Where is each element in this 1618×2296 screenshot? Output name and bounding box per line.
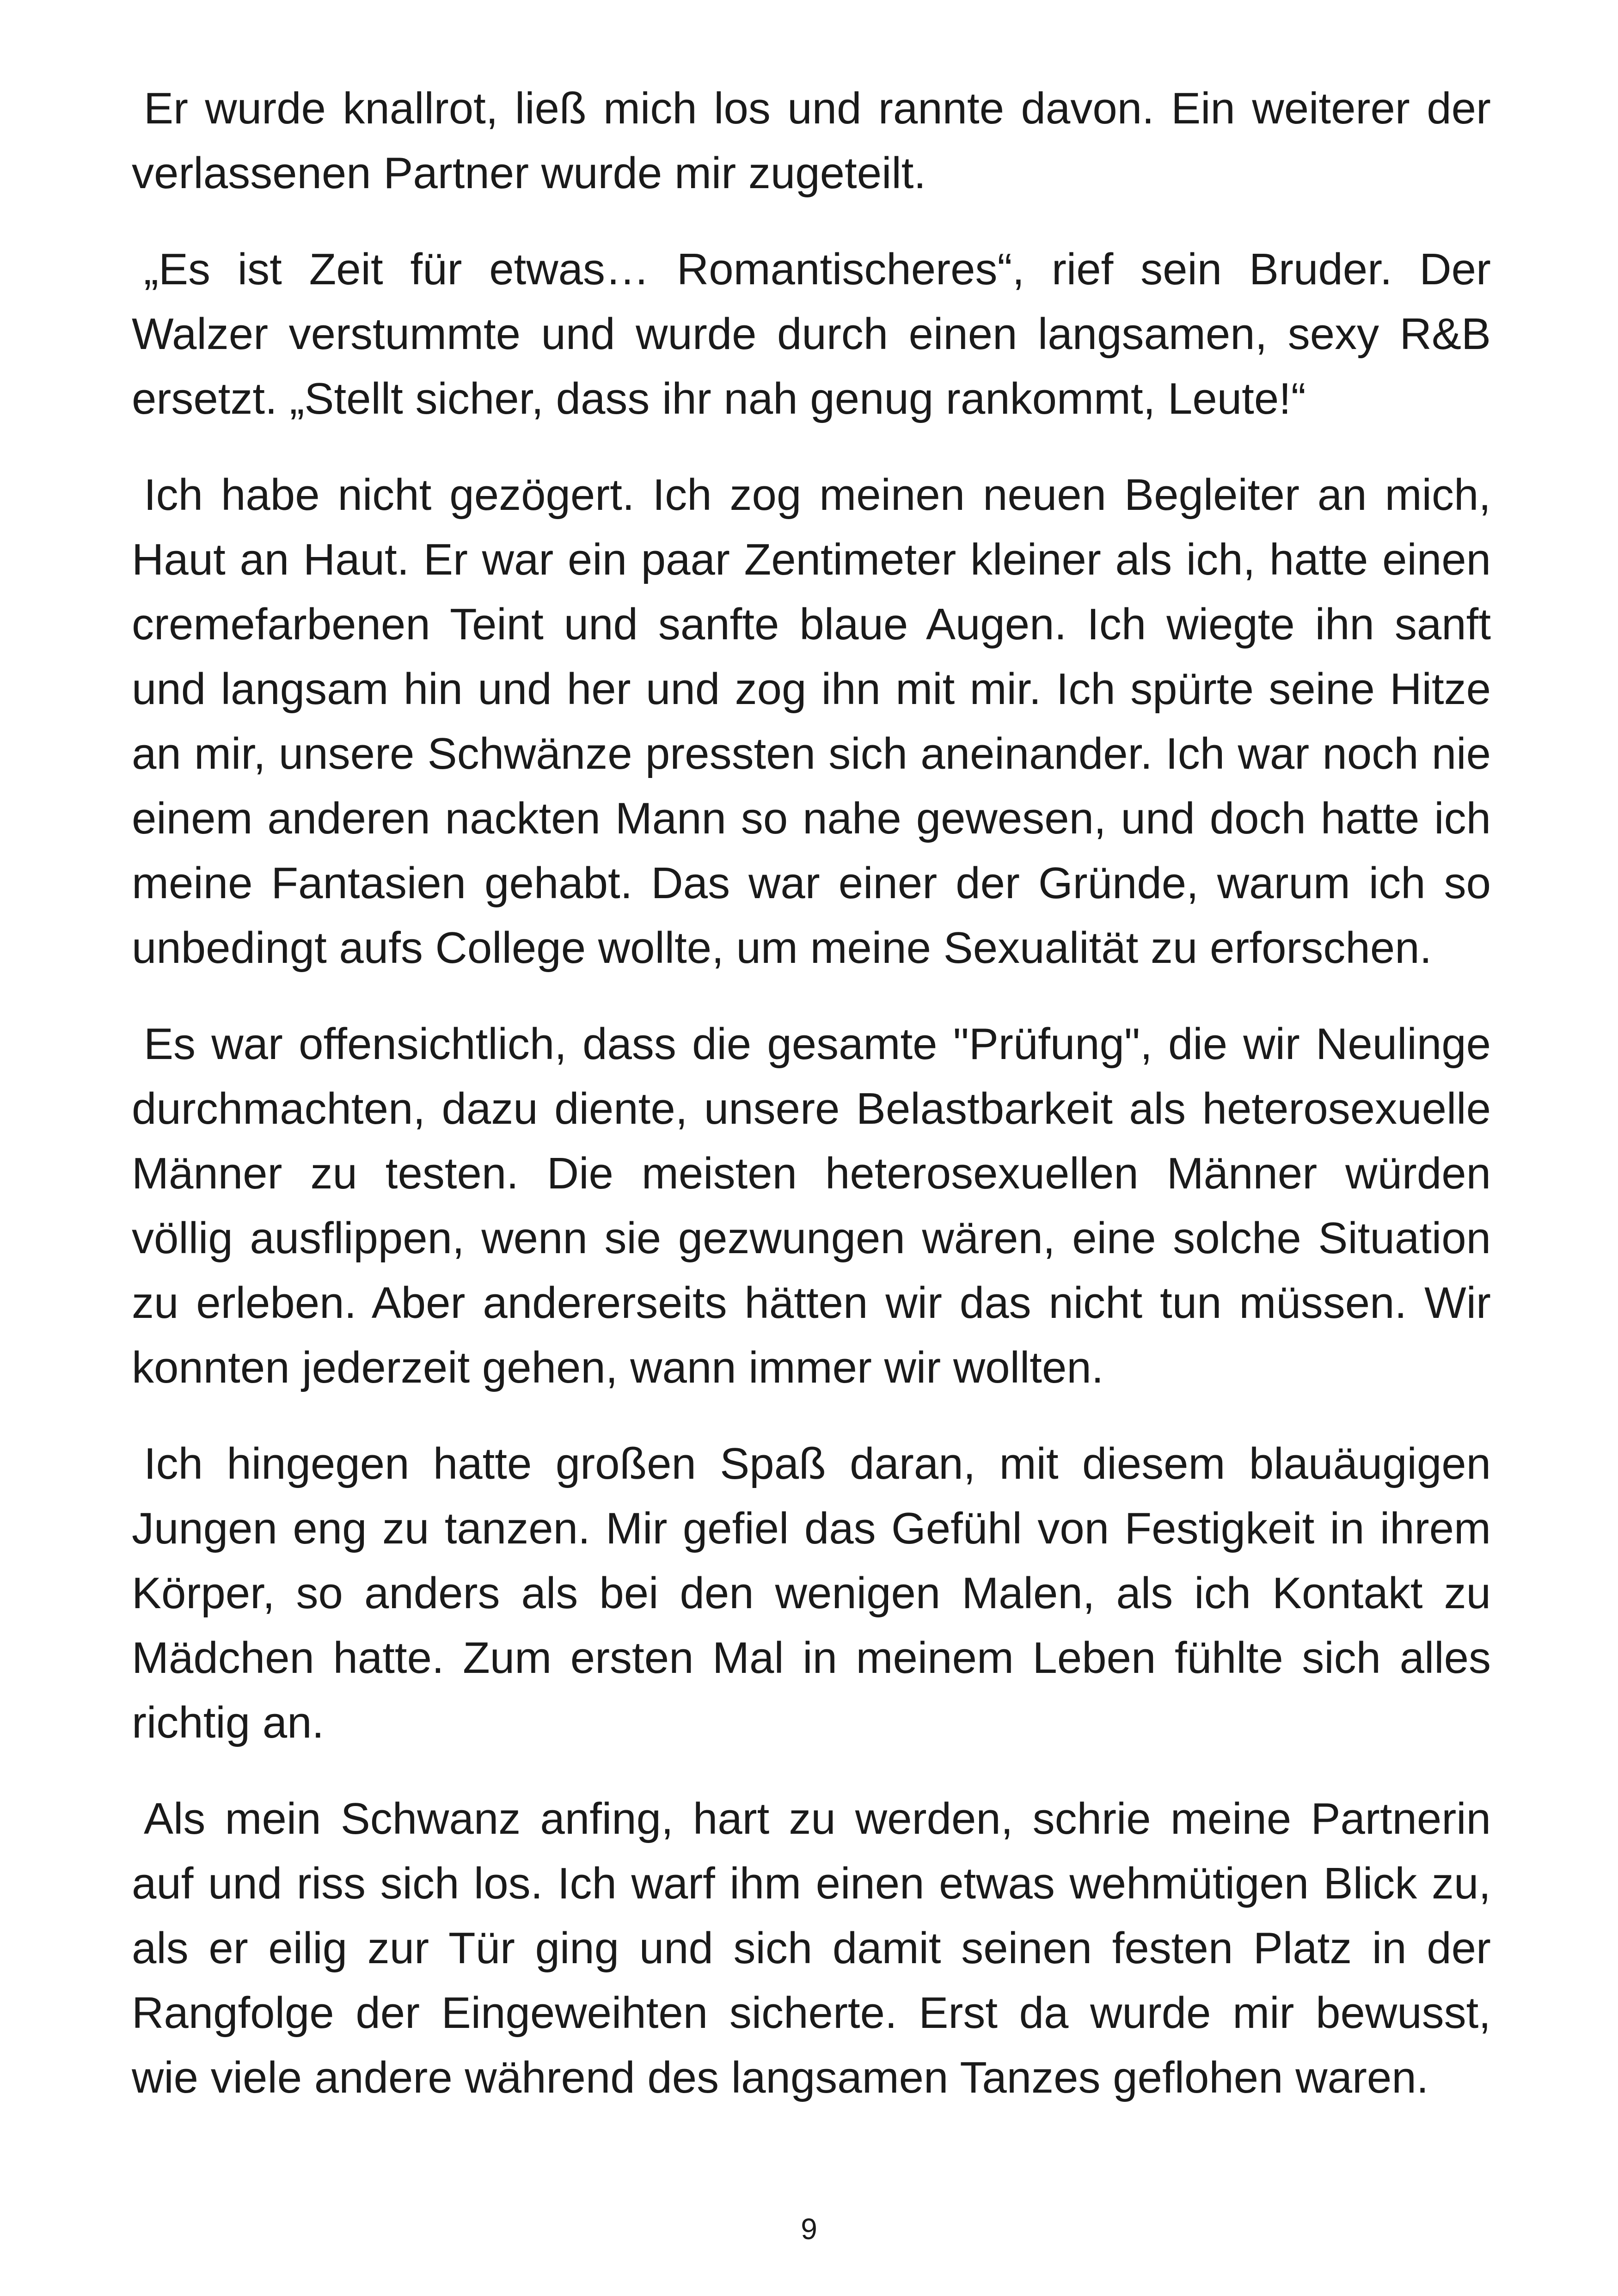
- paragraph-5: Ich hingegen hatte großen Spaß daran, mit diesem blauäugigen Jungen eng zu tanzen. Mir gefiel das Gefühl von Festigkeit in ihrem Körper, so anders als bei den wenigen Malen, als ich Kontakt zu Mädchen hatte. Zum ersten Mal in meinem Leben fühlte sich alles richtig an.: [132, 1439, 1491, 1747]
- paragraph-4: Es war offensichtlich, dass die gesamte "Prüfung", die wir Neulinge durchmachten, dazu diente, unsere Belastbarkeit als heterosexuelle Männer zu testen. Die meisten heterosexuellen Männer würden völlig ausflippen, wenn sie gezwungen wären, eine solche Situation zu erleben. Aber andererseits hätten wir das nicht tun müssen. Wir konnten jederzeit gehen, wann immer wir wollten.: [132, 1019, 1491, 1392]
- paragraph-6: Als mein Schwanz anfing, hart zu werden, schrie meine Partnerin auf und riss sich los. Ich warf ihm einen etwas wehmütigen Blick zu, als er eilig zur Tür ging und sich damit seinen festen Platz in der Rangfolge der Eingeweihten sicherte. Erst da wurde mir bewusst, wie viele andere während des langsamen Tanzes geflohen waren.: [132, 1794, 1491, 2102]
- body-text: [132, 76, 1491, 2142]
- page-number: 9: [801, 2212, 817, 2246]
- paragraph-2: „Es ist Zeit für etwas… Romantischeres“, rief sein Bruder. Der Walzer verstummte und wurde durch einen langsamen, sexy R&B ersetzt. „Stellt sicher, dass ihr nah genug rankommt, Leute!“: [132, 245, 1491, 423]
- paragraph-3: Ich habe nicht gezögert. Ich zog meinen neuen Begleiter an mich, Haut an Haut. Er war ein paar Zentimeter kleiner als ich, hatte einen cremefarbenen Teint und sanfte blaue Augen. Ich wiegte ihn sanft und langsam hin und her und zog ihn mit mir. Ich spürte seine Hitze an mir, unsere Schwänze pressten sich aneinander. Ich war noch nie einem anderen nackten Mann so nahe gewesen, und doch hatte ich meine Fantasien gehabt. Das war einer der Gründe, warum ich so unbedingt aufs College wollte, um meine Sexualität zu erforschen.: [132, 470, 1491, 973]
- paragraph-1: Er wurde knallrot, ließ mich los und rannte davon. Ein weiterer der verlassenen Partner wurde mir zugeteilt.: [132, 84, 1491, 198]
